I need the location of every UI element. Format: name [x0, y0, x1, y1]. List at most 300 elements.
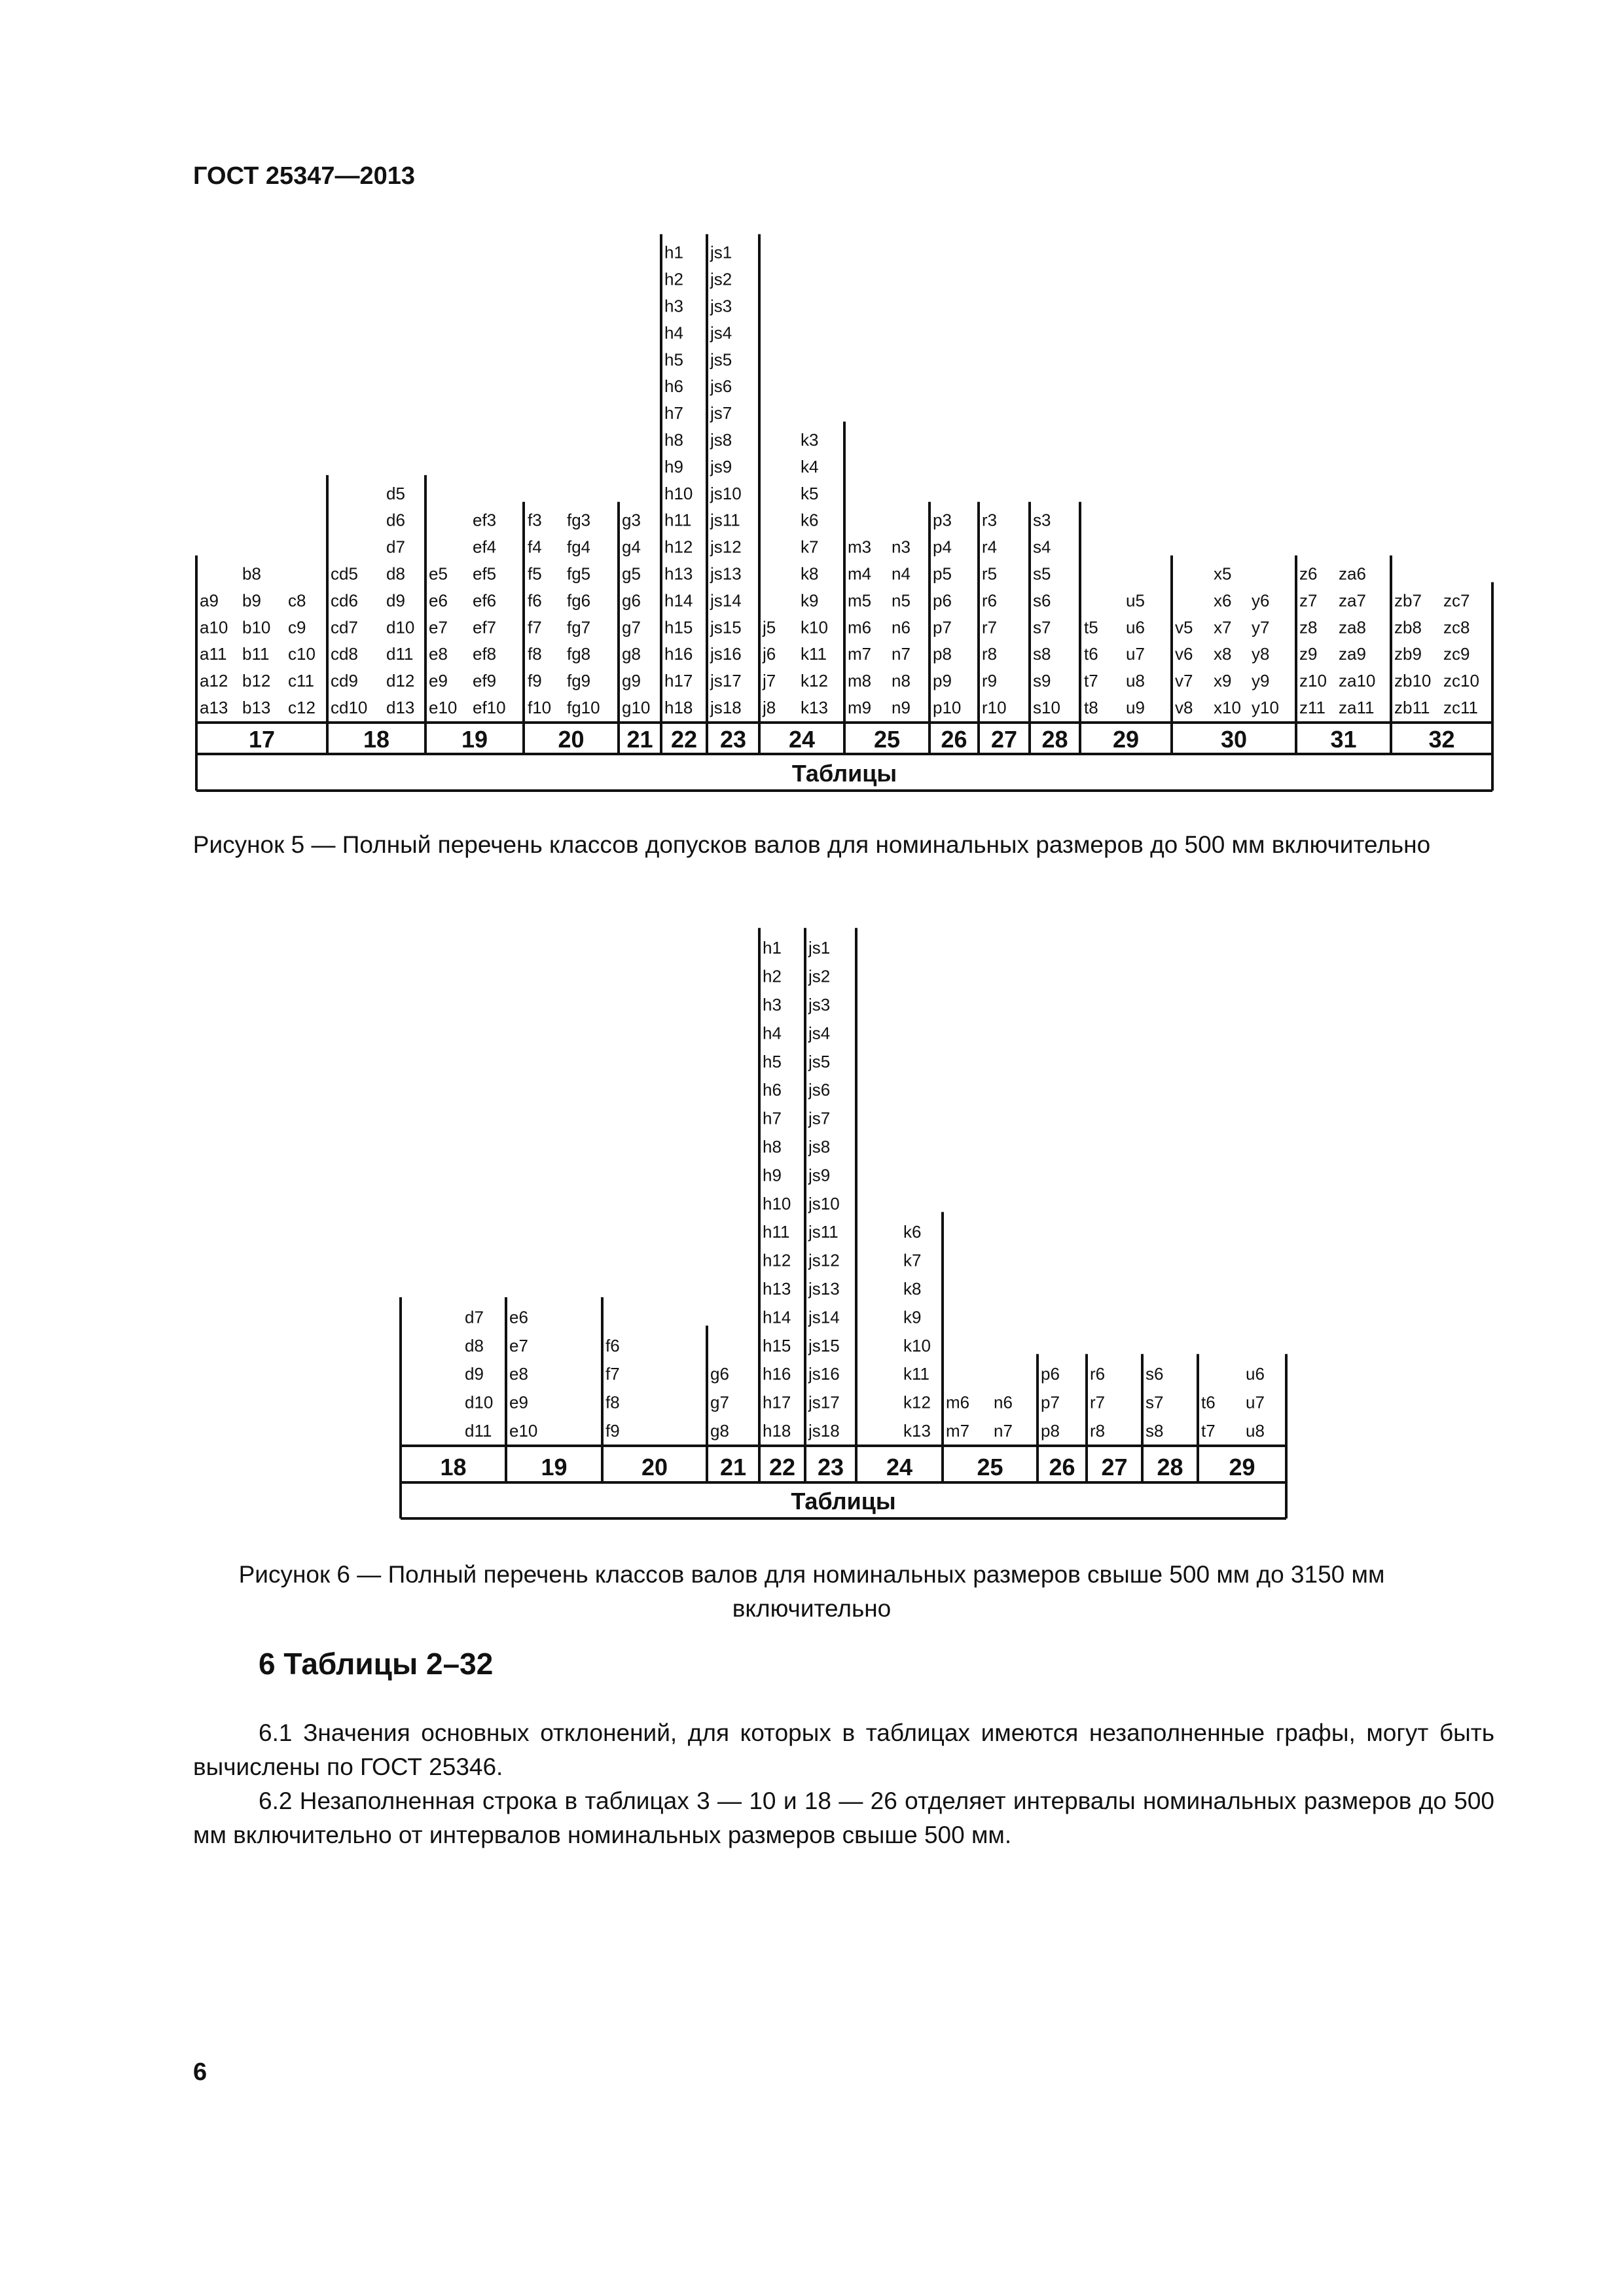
tolerance-class-cell: y6	[1252, 590, 1270, 611]
tolerance-class-cell: js18	[808, 1421, 840, 1441]
tolerance-class-cell: js14	[808, 1307, 840, 1327]
tolerance-class-cell: js5	[710, 350, 732, 370]
tolerance-class-cell: f4	[528, 537, 542, 557]
tolerance-class-cell: j7	[763, 671, 776, 691]
tolerance-class-cell: p3	[933, 510, 952, 530]
tolerance-class-cell: z6	[1299, 564, 1318, 584]
table-number: 30	[1220, 726, 1248, 753]
tolerance-class-cell: ef5	[473, 564, 497, 584]
tolerance-class-cell: fg6	[567, 590, 591, 611]
tolerance-class-cell: js3	[808, 995, 831, 1014]
tolerance-class-cell: d10	[386, 617, 415, 637]
table-number: 23	[817, 1454, 844, 1480]
tolerance-class-cell: k4	[801, 456, 819, 476]
tolerance-class-cell: js11	[808, 1222, 839, 1242]
tolerance-class-cell: zb9	[1394, 644, 1422, 664]
tolerance-class-cell: p7	[933, 617, 952, 637]
tolerance-class-cell: m6	[946, 1392, 970, 1412]
tolerance-class-cell: h10	[664, 483, 693, 503]
tolerance-class-cell: za10	[1339, 671, 1376, 691]
tolerance-class-cell: cd5	[331, 564, 358, 584]
tolerance-class-cell: ef3	[473, 510, 497, 530]
tolerance-class-cell: js6	[710, 376, 732, 397]
tolerance-class-cell: m6	[848, 617, 872, 637]
tolerance-class-cell: s4	[1033, 537, 1051, 557]
tolerance-class-cell: z10	[1299, 671, 1327, 691]
tolerance-class-cell: m3	[848, 537, 872, 557]
tolerance-class-cell: js6	[808, 1080, 831, 1100]
tolerance-class-cell: s3	[1033, 510, 1051, 530]
tolerance-class-cell: h3	[763, 995, 782, 1014]
tolerance-class-cell: h2	[763, 966, 782, 986]
tolerance-class-cell: u7	[1126, 644, 1145, 664]
tolerance-class-cell: zb11	[1394, 698, 1430, 717]
tolerance-class-cell: k13	[903, 1421, 931, 1441]
tolerance-class-cell: f5	[528, 564, 542, 584]
table-number: 27	[1101, 1454, 1128, 1480]
tolerance-class-cell: ef6	[473, 590, 497, 611]
tolerance-class-cell: za9	[1339, 644, 1366, 664]
tolerance-class-cell: h16	[763, 1364, 791, 1384]
tolerance-class-cell: p9	[933, 671, 952, 691]
figure-6-caption: Рисунок 6 — Полный перечень классов валов для номинальных размеров свыше 500 мм до 3150 мм включительно	[238, 1561, 1385, 1622]
tolerance-class-cell: h18	[664, 698, 693, 717]
tolerance-class-cell: v5	[1175, 617, 1193, 637]
tolerance-class-cell: j5	[763, 617, 776, 637]
tolerance-class-cell: k10	[903, 1335, 931, 1355]
tolerance-class-cell: k7	[903, 1250, 922, 1270]
tolerance-class-cell: p6	[1041, 1364, 1060, 1384]
tolerance-class-cell: m7	[946, 1421, 970, 1441]
tolerance-class-cell: k12	[903, 1392, 931, 1412]
tolerance-class-cell: r10	[982, 698, 1007, 717]
tolerance-class-cell: n9	[892, 698, 911, 717]
tolerance-class-cell: js3	[710, 296, 732, 316]
tolerance-class-cell: s8	[1146, 1421, 1164, 1441]
tolerance-class-cell: s7	[1146, 1392, 1164, 1412]
tolerance-class-cell: r7	[1090, 1392, 1106, 1412]
tolerance-class-cell: u8	[1126, 671, 1145, 691]
tolerance-class-cell: g8	[710, 1421, 729, 1441]
figure-5-caption: Рисунок 5 — Полный перечень классов допусков валов для номинальных размеров до 500 мм включительно	[192, 831, 1431, 858]
tolerance-class-cell: x5	[1214, 564, 1232, 584]
tolerance-class-cell: r6	[982, 590, 998, 611]
tolerance-class-cell: r6	[1090, 1364, 1106, 1384]
tolerance-class-cell: t7	[1201, 1421, 1216, 1441]
table-number: 20	[558, 726, 585, 753]
tolerance-class-cell: h11	[763, 1222, 790, 1242]
document-header: ГОСТ 25347—2013	[193, 162, 416, 190]
tolerance-class-cell: s9	[1033, 671, 1051, 691]
tolerance-class-cell: h15	[763, 1335, 791, 1355]
tolerance-class-cell: c12	[288, 698, 316, 717]
tolerance-class-cell: ef7	[473, 617, 497, 637]
table-number: 19	[461, 726, 488, 753]
tolerance-class-cell: h5	[763, 1051, 782, 1071]
tolerance-class-cell: g9	[622, 671, 641, 691]
tolerance-class-cell: d5	[386, 483, 405, 503]
tolerance-class-cell: js12	[710, 537, 742, 557]
tolerance-class-cell: k8	[801, 564, 819, 584]
tolerance-class-cell: d12	[386, 671, 415, 691]
tolerance-class-cell: js5	[808, 1051, 831, 1071]
table-number: 24	[886, 1454, 913, 1480]
tolerance-class-cell: h15	[664, 617, 693, 637]
tolerance-class-cell: e10	[509, 1421, 538, 1441]
tolerance-class-cell: f7	[605, 1364, 620, 1384]
tolerance-class-cell: f9	[605, 1421, 620, 1441]
tolerance-class-cell: p5	[933, 564, 952, 584]
table-number: 28	[1157, 1454, 1183, 1480]
tolerance-class-cell: t8	[1084, 698, 1098, 717]
tolerance-class-cell: js14	[710, 590, 742, 611]
tolerance-class-cell: u6	[1246, 1364, 1265, 1384]
tolerance-class-cell: a13	[200, 698, 228, 717]
tolerance-class-cell: cd6	[331, 590, 358, 611]
tolerance-class-cell: e9	[509, 1392, 528, 1412]
tolerance-class-cell: zb10	[1394, 671, 1432, 691]
tolerance-class-cell: p8	[1041, 1421, 1060, 1441]
tolerance-class-cell: h11	[664, 510, 692, 530]
table-number: 22	[670, 726, 698, 753]
tolerance-class-cell: a11	[200, 644, 227, 664]
tolerance-class-cell: k6	[903, 1222, 922, 1242]
tolerance-class-cell: h17	[763, 1392, 791, 1412]
tolerance-class-cell: z7	[1299, 590, 1318, 611]
tolerance-class-cell: t5	[1084, 617, 1098, 637]
tolerance-class-cell: p6	[933, 590, 952, 611]
tolerance-class-cell: h7	[664, 403, 683, 423]
tolerance-class-cell: h1	[763, 938, 782, 958]
tolerance-class-cell: js12	[808, 1250, 840, 1270]
tolerance-class-cell: k10	[801, 617, 828, 637]
tolerance-class-cell: zc9	[1443, 644, 1470, 664]
tolerance-class-cell: b10	[242, 617, 271, 637]
tolerance-class-cell: f7	[528, 617, 542, 637]
tolerance-class-cell: h4	[664, 323, 683, 343]
tolerance-class-cell: k11	[903, 1364, 929, 1384]
tolerance-class-cell: fg8	[567, 644, 591, 664]
tolerance-class-cell: za6	[1339, 564, 1366, 584]
tolerance-class-cell: p10	[933, 698, 962, 717]
tolerance-class-cell: b11	[242, 644, 270, 664]
tolerance-class-cell: n4	[892, 564, 911, 584]
tolerance-class-cell: r3	[982, 510, 998, 530]
tolerance-class-cell: ef10	[473, 698, 506, 717]
tolerance-class-cell: x8	[1214, 644, 1232, 664]
tolerance-class-cell: h2	[664, 269, 683, 289]
tolerance-class-cell: c9	[288, 617, 306, 637]
tolerance-class-cell: v6	[1175, 644, 1193, 664]
tolerance-class-cell: f6	[528, 590, 542, 611]
tolerance-class-cell: f6	[605, 1335, 620, 1355]
tolerance-class-cell: d8	[465, 1335, 484, 1355]
tolerance-class-cell: g3	[622, 510, 641, 530]
tolerance-class-cell: h6	[763, 1080, 782, 1100]
tolerance-class-cell: js11	[710, 510, 740, 530]
tolerance-class-cell: e7	[509, 1335, 528, 1355]
tolerance-class-cell: d6	[386, 510, 405, 530]
tolerance-class-cell: k9	[903, 1307, 922, 1327]
tolerance-class-cell: js10	[710, 483, 742, 503]
tolerance-class-cell: js4	[710, 323, 732, 343]
tolerance-class-cell: h8	[664, 430, 683, 450]
tolerance-class-cell: m7	[848, 644, 872, 664]
tolerance-class-cell: g8	[622, 644, 641, 664]
tolerance-class-cell: e9	[429, 671, 448, 691]
table-number: 17	[248, 726, 276, 753]
tolerance-class-cell: js1	[710, 242, 732, 262]
tolerance-class-cell: k9	[801, 590, 819, 611]
tolerance-class-cell: b8	[242, 564, 261, 584]
tolerance-class-cell: k5	[801, 483, 819, 503]
tolerance-class-cell: j8	[763, 698, 776, 717]
tolerance-class-cell: u8	[1246, 1421, 1265, 1441]
tolerance-class-cell: js2	[808, 966, 831, 986]
tolerance-class-cell: n8	[892, 671, 911, 691]
tolerance-class-cell: js8	[710, 430, 732, 450]
tolerance-class-cell: zc10	[1443, 671, 1479, 691]
tolerance-class-cell: h13	[763, 1279, 791, 1299]
tolerance-class-cell: g6	[710, 1364, 729, 1384]
tables-label: Таблицы	[791, 1488, 896, 1515]
tolerance-class-cell: ef8	[473, 644, 497, 664]
table-number: 25	[977, 1454, 1003, 1480]
tolerance-class-cell: js8	[808, 1137, 831, 1157]
tolerance-class-cell: e5	[429, 564, 448, 584]
table-number: 28	[1041, 726, 1068, 753]
tolerance-class-cell: s10	[1033, 698, 1060, 717]
tolerance-class-cell: h12	[763, 1250, 791, 1270]
tolerance-class-cell: ef9	[473, 671, 497, 691]
tables-label: Таблицы	[791, 760, 897, 787]
tolerance-class-cell: d11	[465, 1421, 492, 1441]
tolerance-class-cell: js15	[710, 617, 742, 637]
tolerance-class-cell: g6	[622, 590, 641, 611]
tolerance-class-cell: k8	[903, 1279, 922, 1299]
tolerance-class-cell: s7	[1033, 617, 1051, 637]
tolerance-class-cell: f9	[528, 671, 542, 691]
tolerance-class-cell: h4	[763, 1023, 782, 1043]
tolerance-class-cell: d9	[465, 1364, 484, 1384]
tolerance-class-cell: js13	[710, 564, 742, 584]
tolerance-class-cell: p4	[933, 537, 952, 557]
tolerance-class-cell: r8	[982, 644, 998, 664]
tolerance-class-cell: h3	[664, 296, 683, 316]
tolerance-class-cell: h1	[664, 242, 683, 262]
table-number: 29	[1112, 726, 1140, 753]
tolerance-class-cell: c8	[288, 590, 306, 611]
tolerance-class-cell: v8	[1175, 698, 1193, 717]
tolerance-class-cell: r7	[982, 617, 998, 637]
tolerance-class-cell: js4	[808, 1023, 831, 1043]
tolerance-class-cell: r4	[982, 537, 998, 557]
tolerance-class-cell: fg9	[567, 671, 591, 691]
tolerance-class-cell: s6	[1033, 590, 1051, 611]
tolerance-class-cell: e6	[509, 1307, 528, 1327]
tolerance-class-cell: u9	[1126, 698, 1145, 717]
tolerance-class-cell: h12	[664, 537, 693, 557]
tolerance-class-cell: x7	[1214, 617, 1232, 637]
table-number: 19	[541, 1454, 568, 1480]
paragraph-6-1: 6.1 Значения основных отклонений, для которых в таблицах имеются незаполненные графы, могут быть вычислены по ГОСТ 25346.	[193, 1719, 1494, 1780]
tolerance-class-cell: js17	[710, 671, 742, 691]
tolerance-class-cell: y9	[1252, 671, 1270, 691]
tolerance-class-cell: js2	[710, 269, 732, 289]
tolerance-class-cell: u7	[1246, 1392, 1265, 1412]
tolerance-class-cell: t6	[1084, 644, 1098, 664]
tolerance-class-cell: zc11	[1443, 698, 1478, 717]
tolerance-class-cell: c10	[288, 644, 316, 664]
tolerance-class-cell: e8	[509, 1364, 528, 1384]
tolerance-class-cell: n5	[892, 590, 911, 611]
tolerance-class-cell: js16	[808, 1364, 840, 1384]
tolerance-class-cell: g10	[622, 698, 651, 717]
tolerance-class-cell: js7	[710, 403, 732, 423]
tolerance-class-cell: h17	[664, 671, 693, 691]
tolerance-class-cell: t6	[1201, 1392, 1216, 1412]
table-number: 22	[768, 1454, 796, 1480]
tolerance-class-cell: e7	[429, 617, 448, 637]
tolerance-class-cell: fg3	[567, 510, 591, 530]
tolerance-class-cell: j6	[763, 644, 776, 664]
tolerance-class-cell: h9	[664, 456, 683, 476]
table-number: 24	[788, 726, 816, 753]
tolerance-class-cell: d13	[386, 698, 415, 717]
table-number: 31	[1330, 726, 1357, 753]
tolerance-class-cell: x9	[1214, 671, 1232, 691]
tolerance-class-cell: z9	[1299, 644, 1318, 664]
table-number: 21	[626, 726, 653, 753]
tolerance-class-cell: b13	[242, 698, 271, 717]
tolerance-class-cell: a10	[200, 617, 228, 637]
table-number: 29	[1229, 1454, 1255, 1480]
tolerance-class-cell: k12	[801, 671, 828, 691]
tolerance-class-cell: m5	[848, 590, 872, 611]
tolerance-class-cell: n7	[892, 644, 911, 664]
tolerance-class-cell: e10	[429, 698, 458, 717]
tolerance-class-cell: r8	[1090, 1421, 1106, 1441]
tolerance-class-cell: h7	[763, 1108, 782, 1128]
tolerance-class-cell: d9	[386, 590, 405, 611]
tolerance-class-cell: r5	[982, 564, 998, 584]
tolerance-class-cell: zb8	[1394, 617, 1422, 637]
tolerance-class-cell: x6	[1214, 590, 1232, 611]
tolerance-class-cell: u5	[1126, 590, 1145, 611]
tolerance-class-cell: k13	[801, 698, 828, 717]
tolerance-class-cell: h8	[763, 1137, 782, 1157]
tolerance-class-cell: n3	[892, 537, 911, 557]
paragraph-6-2: 6.2 Незаполненная строка в таблицах 3 — 10 и 18 — 26 отделяет интервалы номинальных размеров до 500 мм включительно от интервалов номинальных размеров свыше 500 мм.	[193, 1787, 1494, 1848]
table-number: 26	[1049, 1454, 1075, 1480]
tolerance-class-cell: n6	[892, 617, 911, 637]
tolerance-class-cell: f3	[528, 510, 542, 530]
table-number: 21	[719, 1454, 747, 1480]
tolerance-class-cell: c11	[288, 671, 314, 691]
tolerance-class-cell: e8	[429, 644, 448, 664]
tolerance-class-cell: zc7	[1443, 590, 1470, 611]
tolerance-class-cell: js9	[710, 456, 732, 476]
tolerance-class-cell: d7	[386, 537, 405, 557]
table-number: 23	[719, 726, 747, 753]
tolerance-class-cell: y7	[1252, 617, 1270, 637]
table-number: 25	[873, 726, 901, 753]
tolerance-class-cell: h13	[664, 564, 693, 584]
tolerance-class-cell: k11	[801, 644, 827, 664]
tolerance-class-cell: b12	[242, 671, 271, 691]
table-number: 26	[941, 726, 967, 753]
tolerance-class-cell: x10	[1214, 698, 1241, 717]
tolerance-class-cell: fg7	[567, 617, 591, 637]
tolerance-class-cell: h14	[763, 1307, 791, 1327]
tolerance-class-cell: r9	[982, 671, 998, 691]
tolerance-class-cell: a9	[200, 590, 219, 611]
tolerance-class-cell: js16	[710, 644, 742, 664]
tolerance-class-cell: fg10	[567, 698, 600, 717]
tolerance-class-cell: h18	[763, 1421, 791, 1441]
tolerance-class-cell: h14	[664, 590, 693, 611]
tolerance-class-cell: y8	[1252, 644, 1270, 664]
tolerance-class-cell: cd10	[331, 698, 368, 717]
tolerance-class-cell: zc8	[1443, 617, 1470, 637]
tolerance-class-cell: n7	[994, 1421, 1013, 1441]
tolerance-class-cell: s8	[1033, 644, 1051, 664]
tolerance-class-cell: s5	[1033, 564, 1051, 584]
tolerance-class-cell: f8	[528, 644, 542, 664]
tolerance-class-cell: ef4	[473, 537, 497, 557]
tolerance-class-cell: fg5	[567, 564, 591, 584]
tolerance-class-cell: p7	[1041, 1392, 1060, 1412]
tolerance-class-cell: g4	[622, 537, 641, 557]
table-number: 32	[1428, 726, 1455, 753]
tolerance-class-cell: a12	[200, 671, 228, 691]
tolerance-class-cell: h5	[664, 350, 683, 370]
tolerance-class-cell: e6	[429, 590, 448, 611]
tolerance-class-cell: u6	[1126, 617, 1145, 637]
tolerance-class-cell: js10	[808, 1193, 840, 1213]
tolerance-class-cell: js13	[808, 1279, 840, 1299]
tolerance-class-cell: z8	[1299, 617, 1318, 637]
tolerance-class-cell: js18	[710, 698, 742, 717]
tolerance-class-cell: za11	[1339, 698, 1375, 717]
tolerance-class-cell: cd7	[331, 617, 358, 637]
tolerance-class-cell: d7	[465, 1307, 484, 1327]
tolerance-class-cell: z11	[1299, 698, 1326, 717]
page-number: 6	[193, 2058, 208, 2086]
tolerance-class-cell: g7	[622, 617, 641, 637]
tolerance-class-cell: f10	[528, 698, 552, 717]
tolerance-class-cell: d10	[465, 1392, 494, 1412]
tolerance-class-cell: h6	[664, 376, 683, 397]
tolerance-class-cell: t7	[1084, 671, 1098, 691]
tolerance-class-cell: js17	[808, 1392, 840, 1412]
tolerance-class-cell: n6	[994, 1392, 1013, 1412]
tolerance-class-cell: h16	[664, 644, 693, 664]
tolerance-class-cell: d8	[386, 564, 405, 584]
tolerance-class-cell: h10	[763, 1193, 791, 1213]
tolerance-class-cell: y10	[1252, 698, 1279, 717]
tolerance-class-cell: js15	[808, 1335, 840, 1355]
table-number: 27	[990, 726, 1018, 753]
tolerance-class-cell: k6	[801, 510, 819, 530]
tolerance-class-cell: g5	[622, 564, 641, 584]
tolerance-class-cell: fg4	[567, 537, 591, 557]
tolerance-class-cell: k7	[801, 537, 819, 557]
tolerance-class-cell: k3	[801, 430, 819, 450]
tolerance-class-cell: m9	[848, 698, 872, 717]
tolerance-class-cell: js1	[808, 938, 831, 958]
tolerance-class-cell: js7	[808, 1108, 831, 1128]
